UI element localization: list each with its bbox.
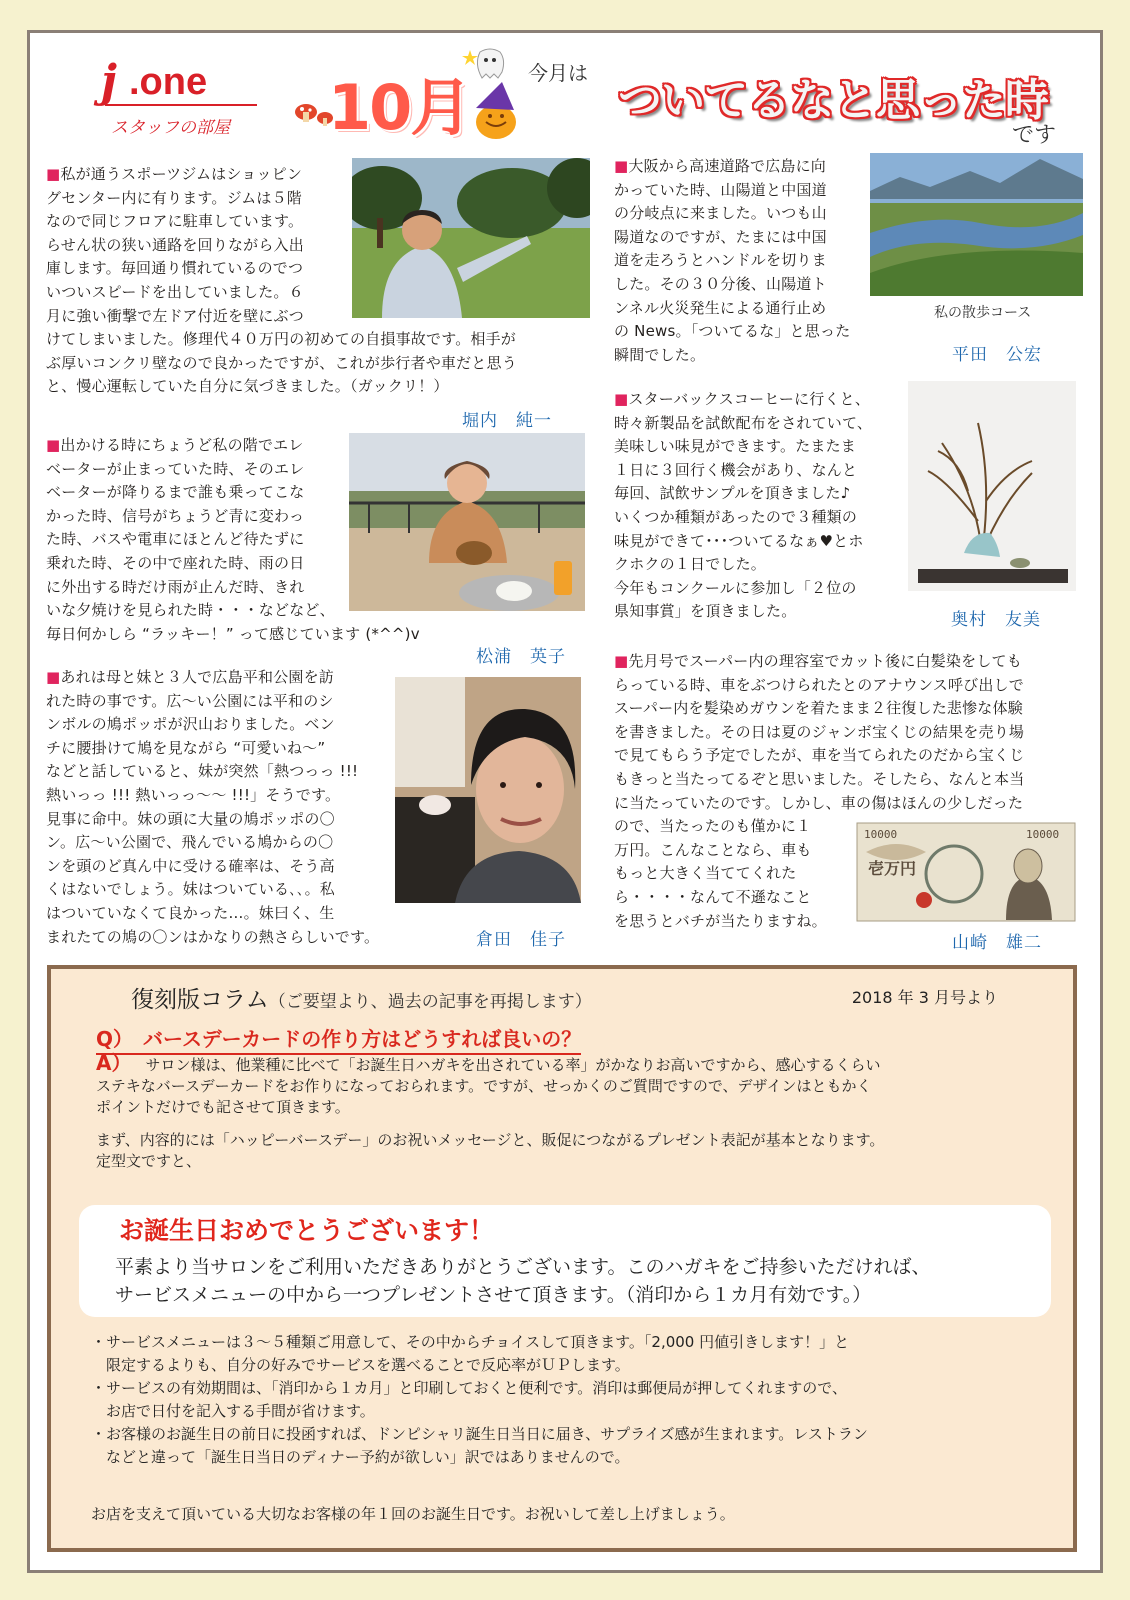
article-line: 今年もコンクールに参加し「２位の — [614, 578, 857, 597]
article-line: ンネル火災発生による通行止め — [614, 298, 827, 317]
article-line: 道を走ろうとハンドルを切りま — [614, 251, 827, 270]
article-line: まれたての鳩の〇ンはかなりの熱さらしいです。 — [46, 927, 380, 946]
tip-line: などと違って「誕生日当日のディナー予約が欲しい」訳ではありませんので。 — [91, 1448, 630, 1466]
month-heading: 10月 — [328, 71, 471, 144]
card-line: 平素より当サロンをご利用いただきありがとうございます。このハガキをご持参いただければ、 — [115, 1256, 931, 1278]
column-question: Q） バースデーカードの作り方はどうすれば良いの？ — [96, 1023, 581, 1055]
article-line: けてしまいました。修理代４０万円の初めての自損事故です。相手が — [46, 330, 517, 349]
article-line: 月に強い衝撃で左ドア付近を壁にぶつ — [46, 306, 304, 325]
article-line: 見事に命中。妹の頭に大量の鳩ポッポの〇 — [46, 809, 335, 828]
article-line: ら・・・・なんて不遜なこと — [614, 887, 812, 906]
banknote-image — [856, 822, 1076, 922]
article-line: 毎回、試飲サンプルを頂きました♪ — [614, 484, 851, 503]
article-line: ■私が通うスポーツジムはショッピン — [46, 165, 303, 183]
photo-flower-arrangement — [908, 381, 1076, 591]
article-line: た時、バスや電車にほとんど待たずに — [46, 530, 305, 549]
logo-one: .one — [129, 61, 208, 103]
photo-park-man — [352, 158, 590, 318]
article-line: もきっと当たってるぞと思いました。そしたら、なんと本当 — [614, 769, 1025, 788]
article-line: れた時の事です。広～い公園には平和のシ — [46, 691, 334, 710]
article-line: を書きました。その日は夏のジャンボ宝くじの結果を売り場 — [614, 722, 1025, 741]
article-line: チに腰掛けて鳩を見ながら “可愛いね～” — [46, 738, 326, 757]
answer-line: ポイントだけでも記させて頂きます。 — [96, 1098, 350, 1116]
column-closing: お店を支えて頂いている大切なお客様の年１回のお誕生日です。お祝いして差し上げましょう。 — [91, 1505, 735, 1523]
article-line: かっていた時、山陽道と中国道 — [614, 180, 827, 199]
author-name: 平田 公宏 — [952, 345, 1042, 365]
article-line: はついていなくて良かった…。妹曰く、生 — [46, 903, 335, 922]
article-okumura — [614, 388, 904, 624]
article-line: に当たっていたのです。しかし、車の傷はほんの少しだった — [614, 793, 1024, 812]
article-line: らっている時、車をぶつけられたとのアナウンス呼び出しで — [614, 675, 1024, 694]
article-line: 庫します。毎回通り慣れているのでつ — [46, 259, 304, 278]
photo-river-walk — [870, 153, 1083, 296]
article-line: を思うとバチが当たりますね。 — [614, 911, 827, 930]
month-prefix: 今月は — [528, 61, 588, 85]
card-line: サービスメニューの中から一つプレゼントさせて頂きます。（消印から１カ月有効です。） — [115, 1284, 872, 1306]
answer-line: サロン様は、他業種に比べて「お誕生日ハガキを出されている率」がかなりお高いですから、感心するくらい — [145, 1056, 881, 1074]
article-line: に外出する時だけ雨が止んだ時、きれ — [46, 577, 305, 596]
article-line: などと話していると、妹が突然「熱つっっ !!! — [46, 762, 359, 781]
birthday-card-sample — [79, 1205, 1051, 1317]
tip-line: ・サービスの有効期間は、「消印から１カ月」と印刷しておくと便利です。消印は郵便局が押してくれますので、 — [91, 1379, 848, 1397]
article-line: の分岐点に来ました。いつも山 — [614, 204, 827, 223]
column-issue: 2018 年 3 月号より — [851, 988, 998, 1007]
bullet-square-icon: ■ — [46, 165, 61, 183]
bullet-square-icon: ■ — [614, 652, 629, 670]
bullet-square-icon: ■ — [614, 157, 629, 175]
banknote-value-right: 10000 — [1026, 828, 1060, 841]
photo-woman-selfie — [395, 677, 581, 903]
article-line: なので同じフロアに駐車しています。 — [46, 212, 304, 231]
column-answer — [96, 1053, 1036, 1172]
article-line: ベーターが降りるまで誰も乗ってこな — [46, 483, 305, 502]
article-line: かった時、信号がちょうど青に変わっ — [46, 506, 305, 525]
article-line: で見てもらう予定でしたが、車を当てられたのだから宝くじ — [614, 746, 1025, 765]
article-line: くはないでしょう。妹はついている､､。私 — [46, 880, 336, 899]
article-line: いな夕焼けを見られた時・・・などなど、 — [46, 601, 335, 620]
page-title: ついてるなと思った時 — [618, 75, 1048, 126]
bullet-square-icon: ■ — [46, 436, 61, 454]
article-line: ン。広～い公園で、飛んでいる鳩からの〇 — [46, 833, 334, 852]
author-name: 奥村 友美 — [951, 610, 1041, 630]
article-line: ■大阪から高速道路で広島に向 — [614, 157, 826, 175]
article-line: ■あれは母と妹と３人で広島平和公園を訪 — [46, 668, 334, 686]
bullet-square-icon: ■ — [46, 668, 61, 686]
article-line: の News。「ついてるな」と思った — [614, 322, 851, 341]
card-body — [115, 1253, 1035, 1309]
content-line: まず、内容的には「ハッピーバースデー」のお祝いメッセージと、販促につながるプレゼント表記が基本となります。 — [96, 1131, 885, 1149]
answer-line: ステキなバースデーカードをお作りになっておられます。ですが、せっかくのご質問ですので、デザインはともかく — [96, 1077, 872, 1095]
column-title — [131, 981, 592, 1014]
article-line: ■出かける時にちょうど私の階でエレ — [46, 436, 304, 454]
article-line: ンボルの鳩ポッポが沢山おりました。ベン — [46, 715, 335, 734]
jone-logo — [67, 56, 267, 146]
tip-line: ・お客様のお誕生日の前日に投函すれば、ドンピシャリ誕生日当日に届き、サプライズ感が生まれます。レストラン — [91, 1425, 868, 1443]
article-line: した。その３０分後、山陽道ト — [614, 274, 827, 293]
article-line: らせん状の狭い通路を回りながら入出 — [46, 235, 304, 254]
tip-line: ・サービスメニューは３～５種類ご用意して、その中からチョイスして頂きます。「2,000 円値引きします！」と — [91, 1333, 850, 1351]
article-line: 乗れた時、その中で座れた時、雨の日 — [46, 553, 305, 572]
article-line: 瞬間でした。 — [614, 345, 706, 364]
article-line: 陽道なのですが、たまには中国 — [614, 227, 827, 246]
author-name: 倉田 佳子 — [476, 930, 566, 950]
article-line: グセンター内に有ります。ジムは５階 — [46, 188, 303, 207]
article-line: もっと大きく当ててくれた — [614, 864, 797, 883]
bullet-square-icon: ■ — [614, 390, 629, 408]
article-line: ■スターバックスコーヒーに行くと、 — [614, 390, 871, 408]
article-line: 県知事賞」を頂きました。 — [614, 602, 797, 621]
tip-line: お店で日付を記入する手間が省けます。 — [91, 1402, 375, 1420]
author-name: 堀内 純一 — [462, 411, 552, 431]
tips-list — [91, 1331, 1041, 1469]
article-line: スーパー内を髪染めガウンを着たまま２往復した悲惨な体験 — [614, 699, 1023, 718]
article-line: 熱いっっ !!! 熱いっっ～～ !!!」そうです。 — [46, 785, 341, 804]
article-kurata — [46, 666, 436, 949]
article-line: いついスピードを出していました。６ — [46, 282, 304, 301]
article-line: １日に３回行く機会があり、なんと — [614, 460, 858, 479]
article-line: クホクの１日でした。 — [614, 555, 767, 574]
article-line: ■先月号でスーパー内の理容室でカット後に白髪染をしても — [614, 652, 1022, 670]
article-line: 味見ができて･･･ついてるなぁ♥とホ — [614, 531, 864, 550]
tip-line: 限定するよりも、自分の好みでサービスを選べることで反応率がＵＰします。 — [91, 1356, 630, 1374]
logo-j-letter: j — [101, 56, 117, 107]
column-title-text: 復刻版コラム — [131, 987, 269, 1013]
title-suffix: です — [1012, 123, 1057, 148]
article-line: ぶ厚いコンクリ壁なので良かったですが、これが歩行者や車だと思う — [46, 353, 517, 372]
author-name: 松浦 英子 — [476, 647, 566, 667]
article-line: ベーターが止まっていた時、そのエレ — [46, 459, 305, 478]
article-line: 毎日何かしら “ラッキー！” って感じています (*^^)v — [46, 624, 420, 643]
banknote-seal-text: 壱万円 — [868, 859, 917, 878]
answer-mark: A） — [96, 1051, 132, 1075]
logo-subtitle: スタッフの部屋 — [111, 118, 230, 138]
photo-caption: 私の散歩コース — [934, 305, 1032, 321]
article-line: 美味しい味見ができます。たまたま — [614, 437, 857, 456]
article-line: いくつか種類があったので３種類の — [614, 507, 858, 526]
card-heading: お誕生日おめでとうございます！ — [119, 1216, 495, 1245]
content-line: 定型文ですと、 — [96, 1152, 202, 1170]
article-line: 時々新製品を試飲配布をされていて、 — [614, 413, 873, 432]
article-hirata — [614, 155, 874, 367]
banknote-value-left: 10000 — [864, 828, 898, 841]
author-name: 山崎 雄二 — [952, 933, 1042, 953]
article-line: ので、当たったのも僅かに１ — [614, 817, 812, 836]
article-line: ンを頭のど真ん中に受ける確率は、そう高 — [46, 856, 335, 875]
ghost-pumpkin-icon — [454, 44, 534, 144]
article-line: と、慢心運転していた自分に気づきました。（ガックリ！） — [46, 377, 449, 396]
photo-lunch-woman — [349, 433, 585, 611]
column-title-note: （ご要望より、過去の記事を再掲します） — [268, 992, 592, 1012]
reprint-column — [47, 965, 1077, 1552]
article-line: 万円。こんなことなら、車も — [614, 840, 812, 859]
